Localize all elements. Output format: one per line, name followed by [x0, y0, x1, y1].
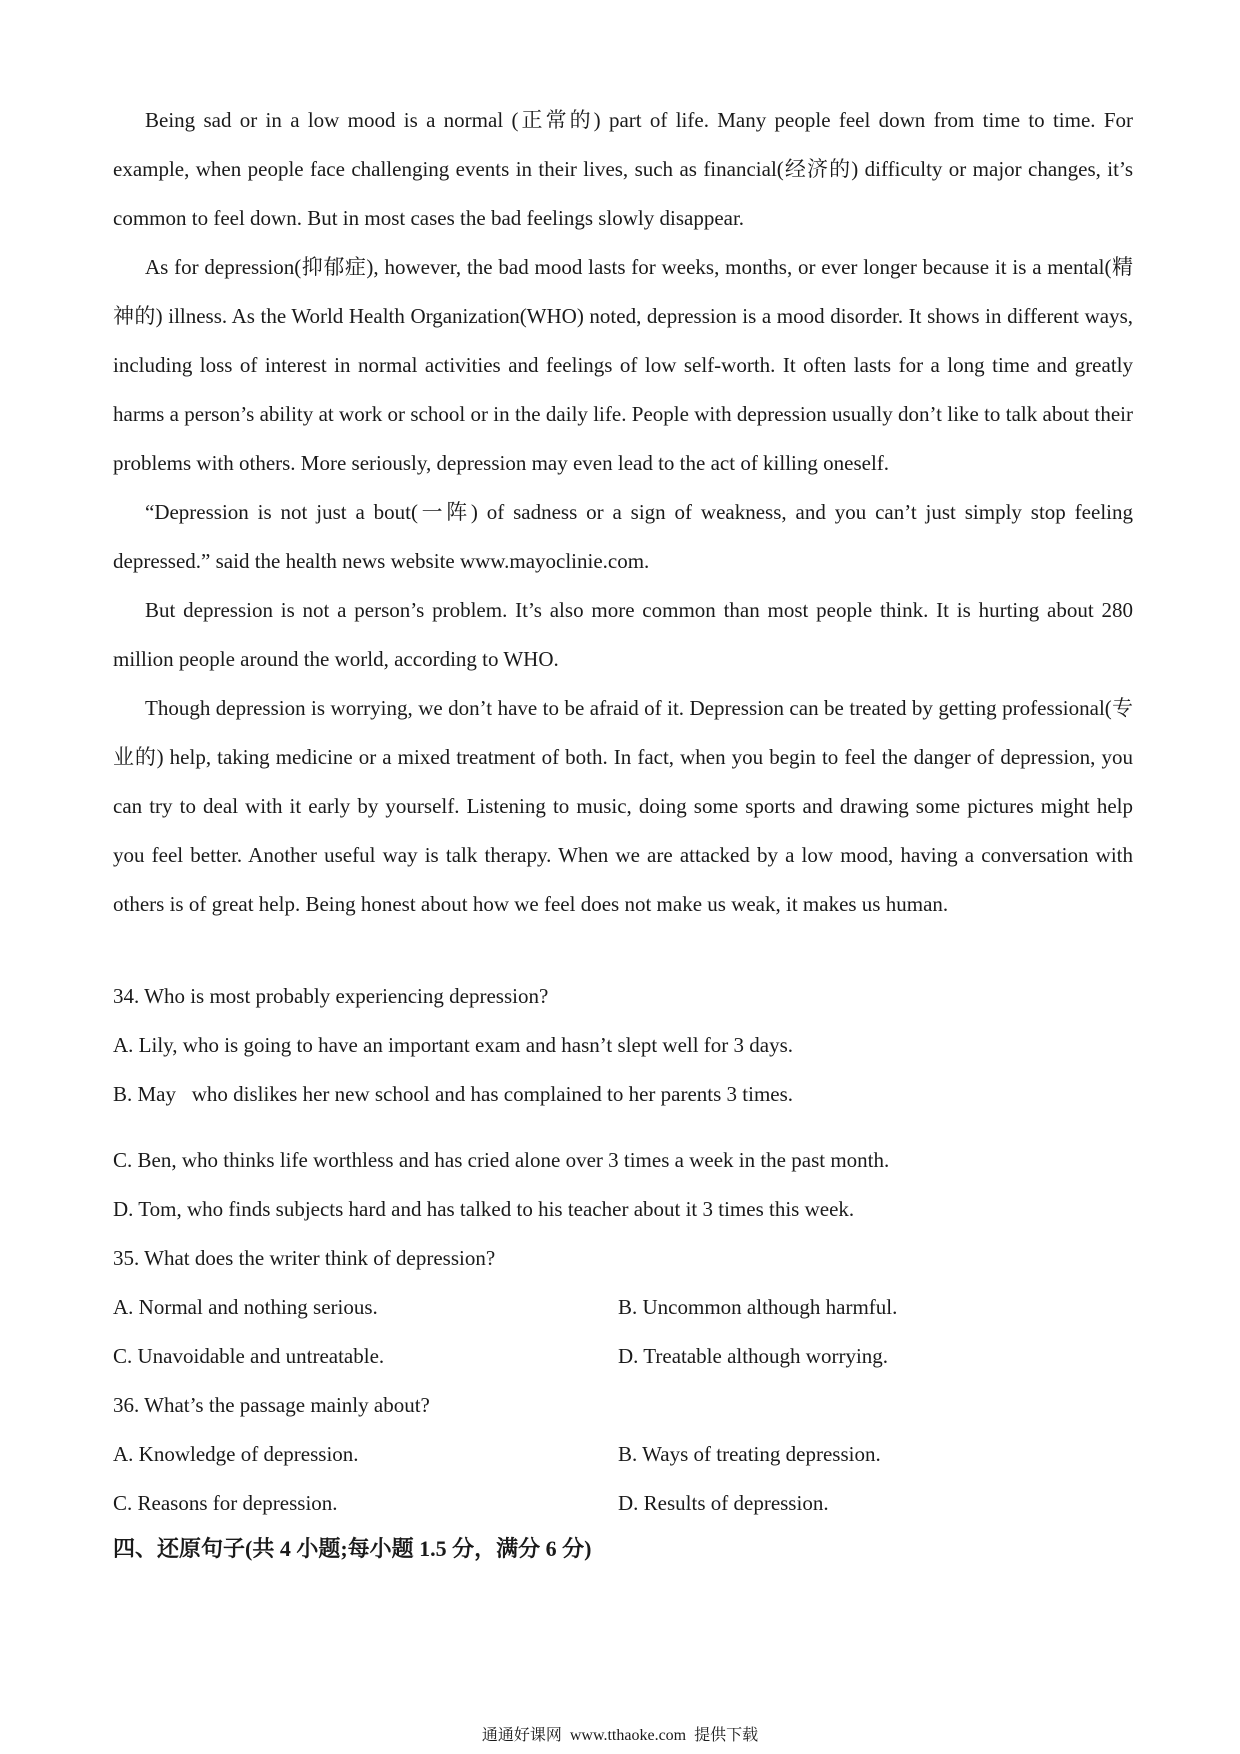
- option-row: [113, 1479, 1133, 1528]
- option-a: A. Knowledge of depression.: [113, 1442, 359, 1466]
- option-d: D. Results of depression.: [618, 1491, 829, 1515]
- option-b: B. Ways of treating depression.: [618, 1442, 881, 1466]
- page-footer: 通通好课网 www.tthaoke.com 提供下载: [481, 1727, 759, 1744]
- passage-paragraph-2: As for depression(抑郁症), however, the bad mood lasts for weeks, months, or ever longer because it is a mental(精神的) illness. As the World Health Organization(WHO) noted, depression is a mood disorder. It shows in different ways, including loss of interest in normal activities and feelings of low self-worth. It often lasts for a long time and greatly harms a person’s ability at work or school or in the daily life. People with depression usually don’t like to talk about their problems with others. More seriously, depression may even lead to the act of killing oneself.: [113, 255, 1133, 475]
- option-d: D. Tom, who finds subjects hard and has talked to his teacher about it 3 times this week.: [113, 1197, 855, 1221]
- option-row: [113, 1430, 1133, 1479]
- reading-passage: [113, 96, 1133, 929]
- option-b: B. May who dislikes her new school and has complained to her parents 3 times.: [113, 1082, 794, 1106]
- option-a: A. Normal and nothing serious.: [113, 1295, 378, 1319]
- question-stem: 35. What does the writer think of depression?: [113, 1246, 496, 1270]
- option-c: C. Unavoidable and untreatable.: [113, 1344, 385, 1368]
- question-stem: 34. Who is most probably experiencing depression?: [113, 984, 549, 1008]
- question-list: [113, 972, 1133, 1528]
- passage-paragraph-3: “Depression is not just a bout(一阵) of sadness or a sign of weakness, and you can’t just simply stop feeling depressed.” said the health news website www.mayoclinie.com.: [113, 500, 1133, 573]
- passage-paragraph-5: Though depression is worrying, we don’t have to be afraid of it. Depression can be treated by getting professional(专业的) help, taking medicine or a mixed treatment of both. In fact, when you begin to feel the danger of depression, you can try to deal with it early by yourself. Listening to music, doing some sports and drawing some pictures might help you feel better. Another useful way is talk therapy. When we are attacked by a low mood, having a conversation with others is of great help. Being honest about how we feel does not make us weak, it makes us human.: [113, 696, 1133, 916]
- option-c: C. Reasons for depression.: [113, 1491, 338, 1515]
- option-c: C. Ben, who thinks life worthless and has cried alone over 3 times a week in the past month.: [113, 1148, 890, 1172]
- passage-paragraph-4: But depression is not a person’s problem. It’s also more common than most people think. It is hurting about 280 million people around the world, according to WHO.: [113, 598, 1133, 671]
- option-row: [113, 1283, 1133, 1332]
- option-row: [113, 1332, 1133, 1381]
- option-d: D. Treatable although worrying.: [618, 1344, 889, 1368]
- question-36: [113, 1381, 1133, 1528]
- passage-paragraph-1: Being sad or in a low mood is a normal (正常的) part of life. Many people feel down from time to time. For example, when people face challenging events in their lives, such as financial(经济的) difficulty or major changes, it’s common to feel down. But in most cases the bad feelings slowly disappear.: [113, 108, 1133, 230]
- section-heading: 四、还原句子(共 4 小题;每小题 1.5 分，满分 6 分): [113, 1536, 592, 1561]
- question-34: [113, 972, 1133, 1234]
- option-b: B. Uncommon although harmful.: [618, 1295, 898, 1319]
- question-stem: 36. What’s the passage mainly about?: [113, 1393, 430, 1417]
- question-35: [113, 1234, 1133, 1381]
- option-a: A. Lily, who is going to have an important exam and hasn’t slept well for 3 days.: [113, 1033, 794, 1057]
